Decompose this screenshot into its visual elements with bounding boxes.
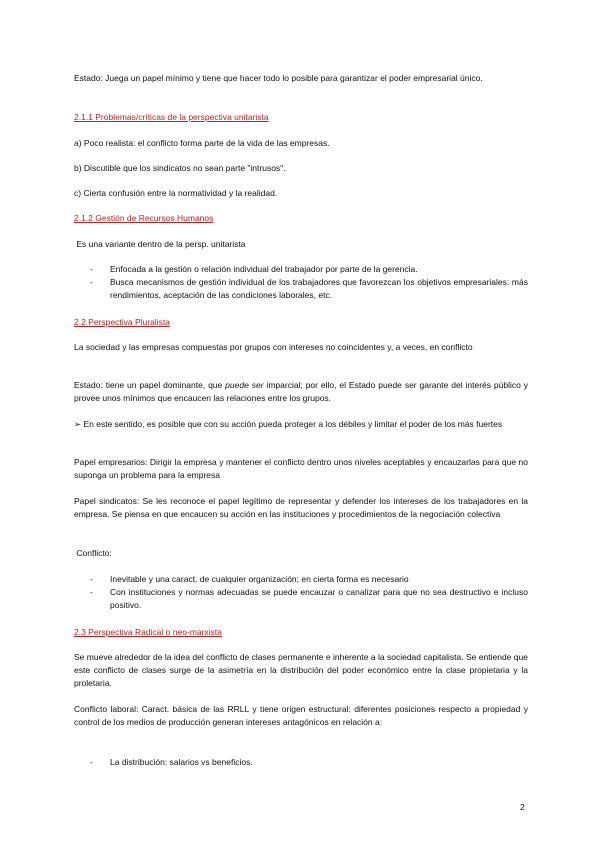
estado-text-end: imparcial; por ello, el Estado puede ser garante del interés público y provee unos mínimos que encaucen las relaciones entre los grupos. [74,380,529,403]
paragraph-estado-unitarista: Estado: Juega un papel mínimo y tiene que hacer todo lo posible para garantizar el poder empresarial único. [74,73,483,83]
paragraph-conflicto-laboral: Conflicto laboral: Caract. básica de las RRLL y tiene origen estructural: diferentes posiciones respecto a propiedad y control de los medios de producción generan intereses antagónicos en relación a: [74,704,528,727]
estado-text-start: Estado: tiene un papel dominante, que [74,380,226,390]
list-item: - Enfocada a la gestión o relación individual del trabajador por parte de la gerencia. [74,263,528,276]
page-number: 2 [520,802,525,812]
list-item: - Busca mecanismos de gestión individual de los trabajadores que favorezcan los objetivos empresariales: más rendimientos, aceptación de las condiciones laborales, etc. [74,276,528,302]
paragraph-estado-pluralista [74,379,528,405]
list-item: - Inevitable y una caract. de cualquier organización; en cierta forma es necesario [74,573,528,586]
paragraph-variante: Es una variante dentro de la persp. unitarista [74,239,246,249]
paragraph-sociedad: La sociedad y las empresas compuestas por grupos con intereses no coincidentes y, a veces, en conflicto [74,342,473,352]
paragraph-critica-c: c) Cierta confusión entre la normatividad y la realidad. [74,188,278,198]
estado-text-emphasis: puede ser [225,380,264,390]
heading-2-3: 2.3 Perspectiva Radical o neo-marxista [74,627,222,637]
heading-2-1-2: 2.1.2 Gestión de Recursos Humanos [74,213,214,223]
bullet-list-rrhh [74,263,528,302]
paragraph-critica-a: a) Poco realista: el conflicto forma parte de la vida de las empresas. [74,138,330,148]
paragraph-critica-b: b) Discutible que los sindicatos no sean parte "intrusos". [74,163,286,173]
paragraph-arrow-point: ➢ En este sentido, es posible que con su acción pueda proteger a los débiles y limitar el poder de los más fuertes [74,419,503,429]
heading-2-2: 2.2 Perspectiva Pluralista [74,317,170,327]
paragraph-papel-sindicatos: Papel sindicatos: Se les reconoce el papel legítimo de representar y defender los intereses de los trabajadores en la empresa. Se piensa en que encaucen su acción en las instituciones y procedimientos de la negociación colectiva [74,496,528,519]
paragraph-conflicto-label: Conflicto: [74,548,112,558]
list-item: - Con instituciones y normas adecuadas se puede encauzar o canalizar para que no sea destructivo e incluso positivo. [74,586,528,612]
bullet-list-conflicto [74,573,528,612]
paragraph-conflicto-clases: Se mueve alrededor de la idea del conflicto de clases permanente e inherente a la sociedad capitalista. Se entiende que este conflicto de clases surge de la asimetría en la distribución del poder económico entre la clase propietaria y la proletaria. [74,652,528,688]
bullet-list-relacion [74,756,528,769]
heading-2-1-1: 2.1.1 Problemas/críticas de la perspectiva unitarista [74,112,269,122]
paragraph-papel-empresarios: Papel empresarios: Dirigir la empresa y mantener el conflicto dentro unos niveles aceptables y encauzarlas para que no suponga un problema para la empresa [74,457,528,480]
list-item: - La distribución: salarios vs beneficios. [74,756,528,769]
